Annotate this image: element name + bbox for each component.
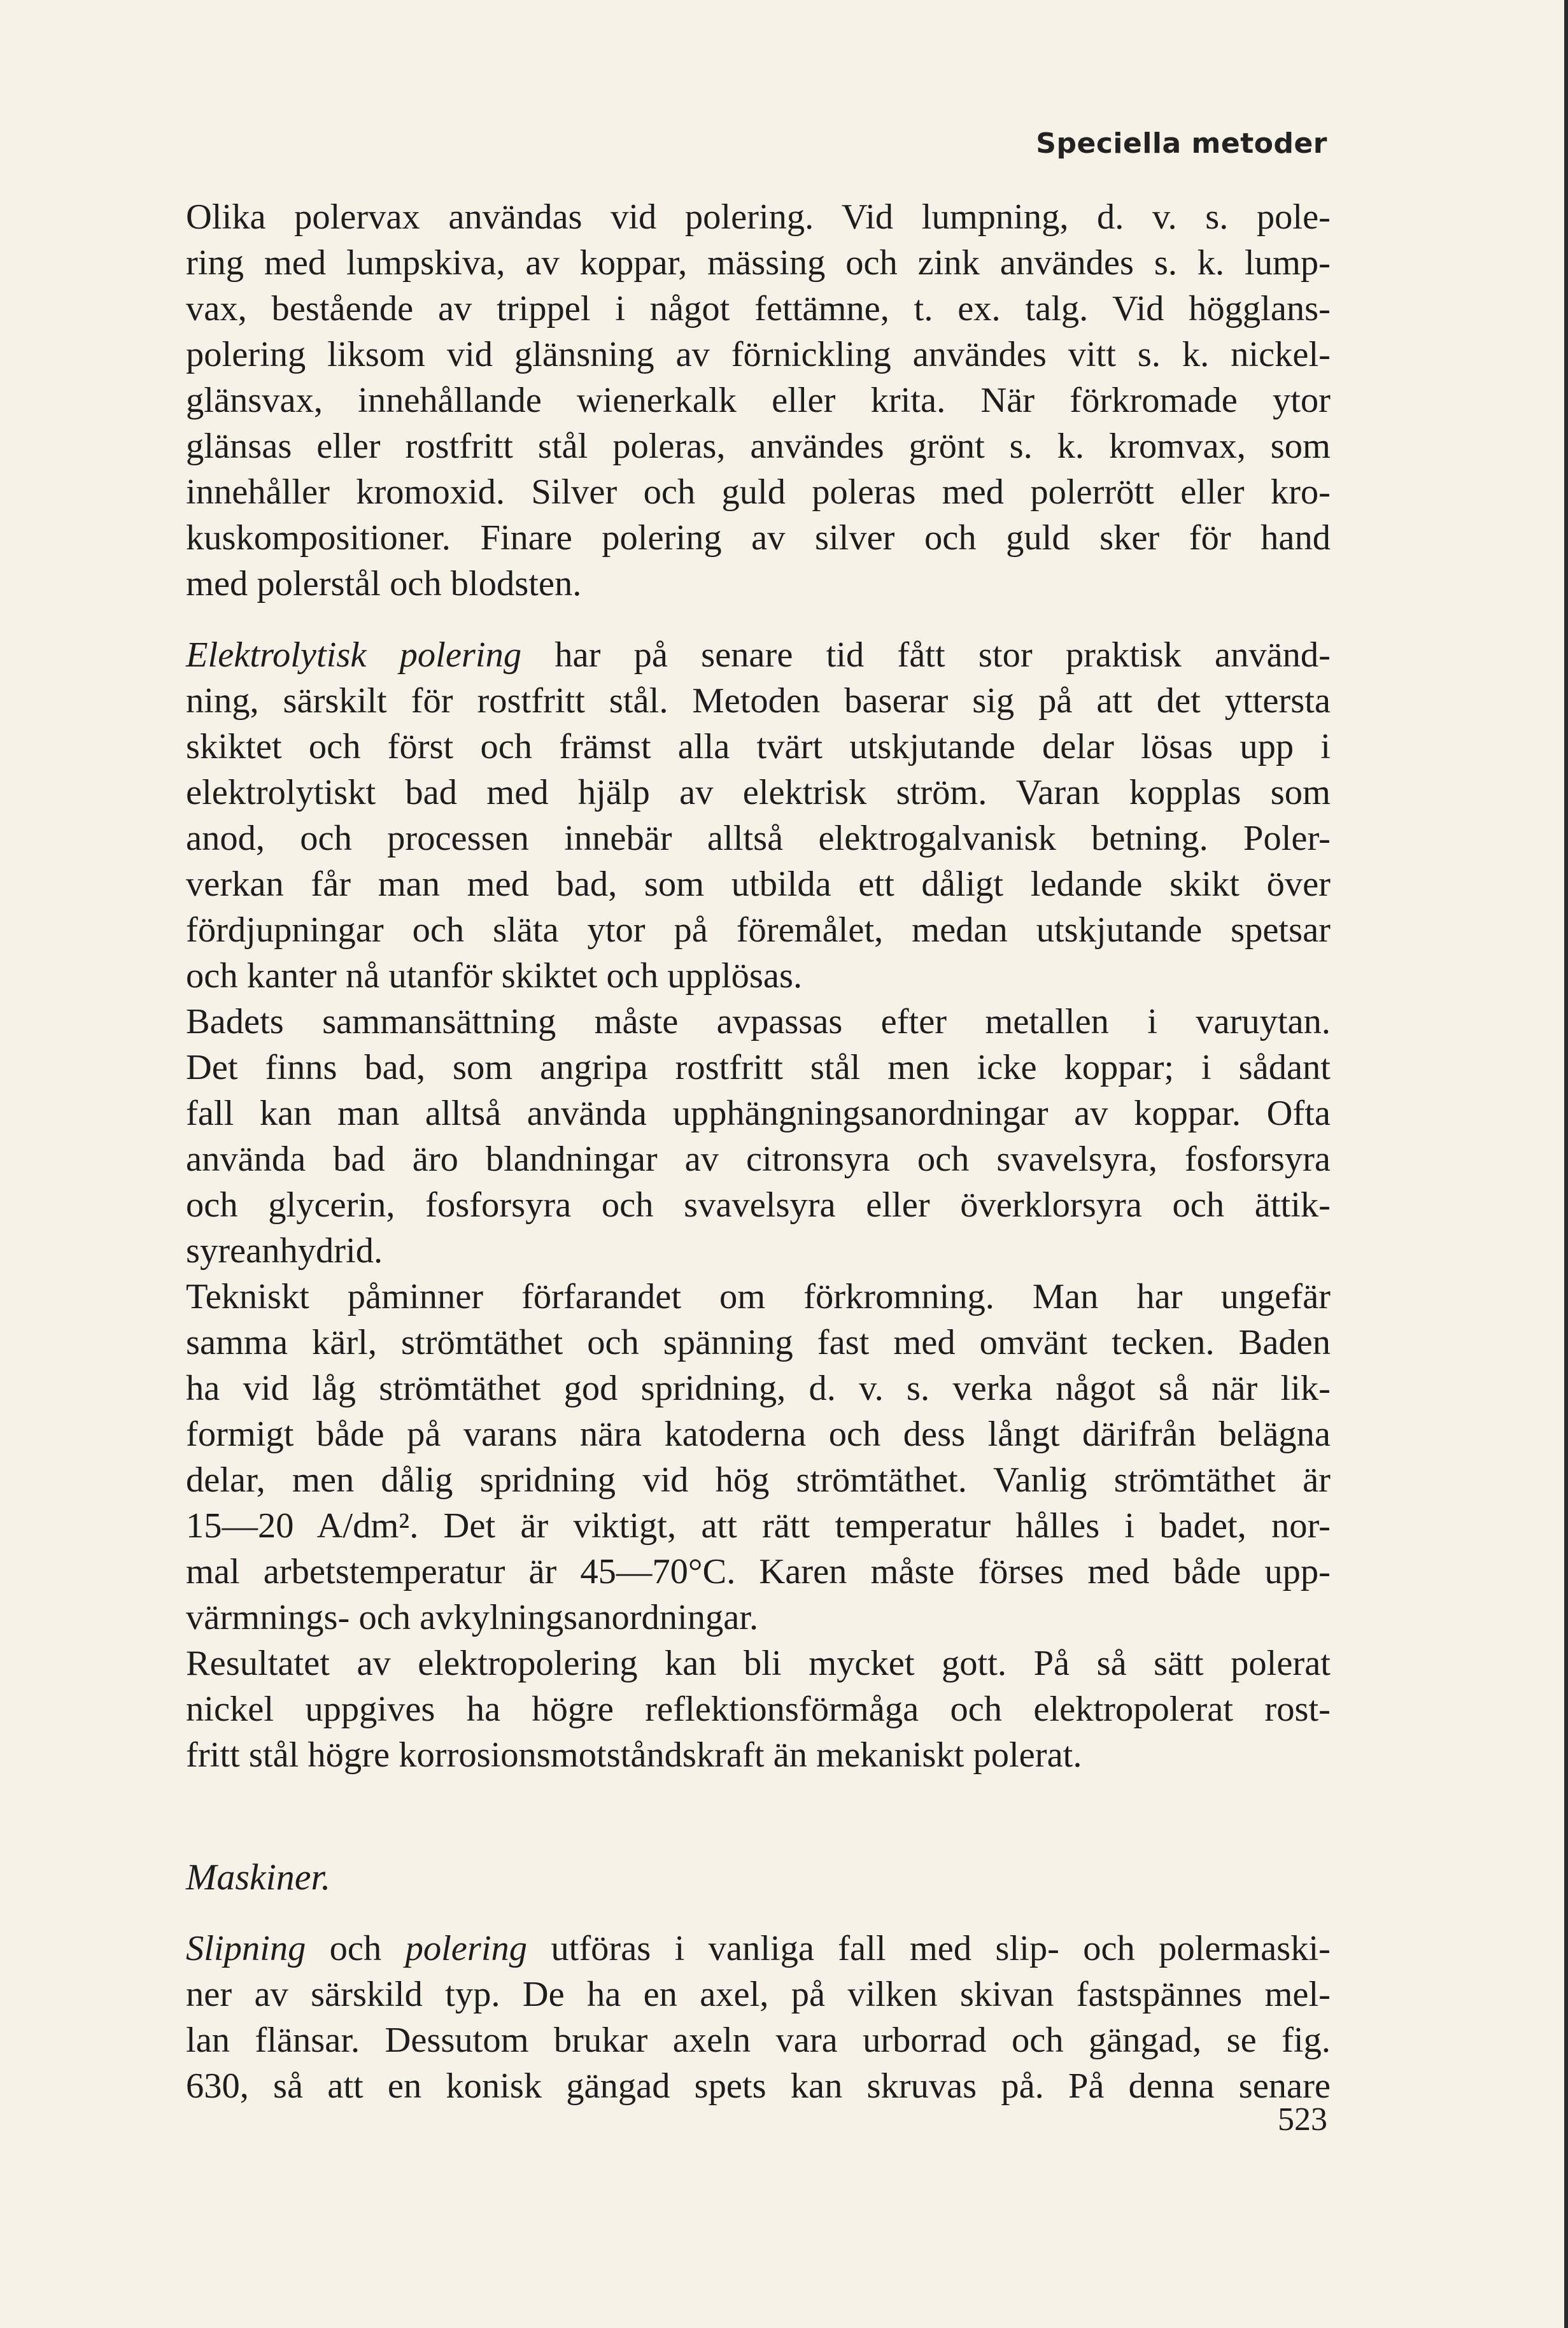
text-line: polering liksom vid glänsning av förnickling användes vitt s. k. nickel-	[186, 335, 1331, 374]
text-line: värmnings- och avkylningsanordningar.	[186, 1598, 759, 1637]
section-heading: Maskiner.	[186, 1856, 331, 1898]
paragraph	[186, 1274, 1331, 1640]
text-line: och glycerin, fosforsyra och svavelsyra eller överklorsyra och ättik-	[186, 1185, 1331, 1225]
text-line: delar, men dålig spridning vid hög strömtäthet. Vanlig strömtäthet är	[186, 1460, 1331, 1500]
text-line: syreanhydrid.	[186, 1231, 383, 1271]
text-line: ning, särskilt för rostfritt stål. Metoden baserar sig på att det yttersta	[186, 681, 1331, 721]
text-line: ner av särskild typ. De ha en axel, på vilken skivan fastspännes mel-	[186, 1975, 1331, 2014]
text-line: innehåller kromoxid. Silver och guld poleras med polerrött eller kro-	[186, 472, 1331, 512]
text-run: utföras i vanliga fall med slip- och polermaski-	[527, 1929, 1331, 1968]
text-line: skiktet och först och främst alla tvärt utskjutande delar lösas upp i	[186, 727, 1331, 766]
text-line: kuskompositioner. Finare polering av silver och guld sker för hand	[186, 518, 1331, 558]
text-line: 630, så att en konisk gängad spets kan skruvas på. På denna senare	[186, 2066, 1331, 2106]
text-run: och	[306, 1929, 406, 1968]
paragraph	[186, 632, 1331, 999]
text-line: Olika polervax användas vid polering. Vid lumpning, d. v. s. pole-	[186, 197, 1331, 237]
text-line: Badets sammansättning måste avpassas efter metallen i varuytan.	[186, 1002, 1331, 1041]
italic-term: polering	[405, 1929, 528, 1968]
text-line: 15—20 A/dm². Det är viktigt, att rätt temperatur hålles i badet, nor-	[186, 1506, 1331, 1546]
body-text	[186, 194, 1331, 2109]
text-line: lan flänsar. Dessutom brukar axeln vara urborrad och gängad, se fig.	[186, 2021, 1331, 2060]
text-line: ring med lumpskiva, av koppar, mässing och zink användes s. k. lump-	[186, 243, 1331, 283]
text-line: glänsas eller rostfritt stål poleras, användes grönt s. k. kromvax, som	[186, 427, 1331, 466]
text-line: nickel uppgives ha högre reflektionsförmåga och elektropolerat rost-	[186, 1690, 1331, 1729]
paragraph	[186, 194, 1331, 607]
text-line	[186, 632, 1331, 678]
italic-term: Elektrolytisk polering	[186, 635, 522, 675]
text-line: anod, och processen innebär alltså elektrogalvanisk betning. Poler-	[186, 819, 1331, 858]
text-line: ha vid låg strömtäthet god spridning, d. v. s. verka något så när lik-	[186, 1369, 1331, 1408]
text-line: formigt både på varans nära katoderna och dess långt därifrån belägna	[186, 1414, 1331, 1454]
text-line: fall kan man alltså använda upphängningsanordningar av koppar. Ofta	[186, 1094, 1331, 1133]
text-line: verkan får man med bad, som utbilda ett dåligt ledande skikt över	[186, 864, 1331, 904]
paragraph	[186, 999, 1331, 1274]
text-line: vax, bestående av trippel i något fettämne, t. ex. talg. Vid högglans-	[186, 289, 1331, 328]
italic-term: Slipning	[186, 1929, 306, 1968]
text-line: Tekniskt påminner förfarandet om förkromning. Man har ungefär	[186, 1277, 1331, 1316]
text-line: Resultatet av elektropolering kan bli mycket gott. På så sätt polerat	[186, 1644, 1331, 1683]
text-line: fritt stål högre korrosionsmotståndskraft än mekaniskt polerat.	[186, 1735, 1082, 1775]
text-line	[186, 1926, 1331, 1972]
text-line: mal arbetstemperatur är 45—70°C. Karen måste förses med både upp-	[186, 1552, 1331, 1591]
paragraph	[186, 1640, 1331, 1778]
text-run: har på senare tid fått stor praktisk använd-	[521, 635, 1331, 675]
paragraph	[186, 1926, 1331, 2109]
text-line: använda bad äro blandningar av citronsyra och svavelsyra, fosforsyra	[186, 1139, 1331, 1179]
text-line: samma kärl, strömtäthet och spänning fast med omvänt tecken. Baden	[186, 1323, 1331, 1362]
text-line: Det finns bad, som angripa rostfritt stål men icke koppar; i sådant	[186, 1048, 1331, 1087]
text-line: elektrolytiskt bad med hjälp av elektrisk ström. Varan kopplas som	[186, 773, 1331, 812]
running-head: Speciella metoder	[1036, 127, 1327, 160]
text-line: och kanter nå utanför skiktet och upplösas.	[186, 956, 803, 996]
text-line: med polerstål och blodsten.	[186, 564, 582, 603]
page-number: 523	[1278, 2101, 1327, 2138]
text-line: glänsvax, innehållande wienerkalk eller krita. När förkromade ytor	[186, 381, 1331, 420]
text-line: fördjupningar och släta ytor på föremålet, medan utskjutande spetsar	[186, 910, 1331, 950]
